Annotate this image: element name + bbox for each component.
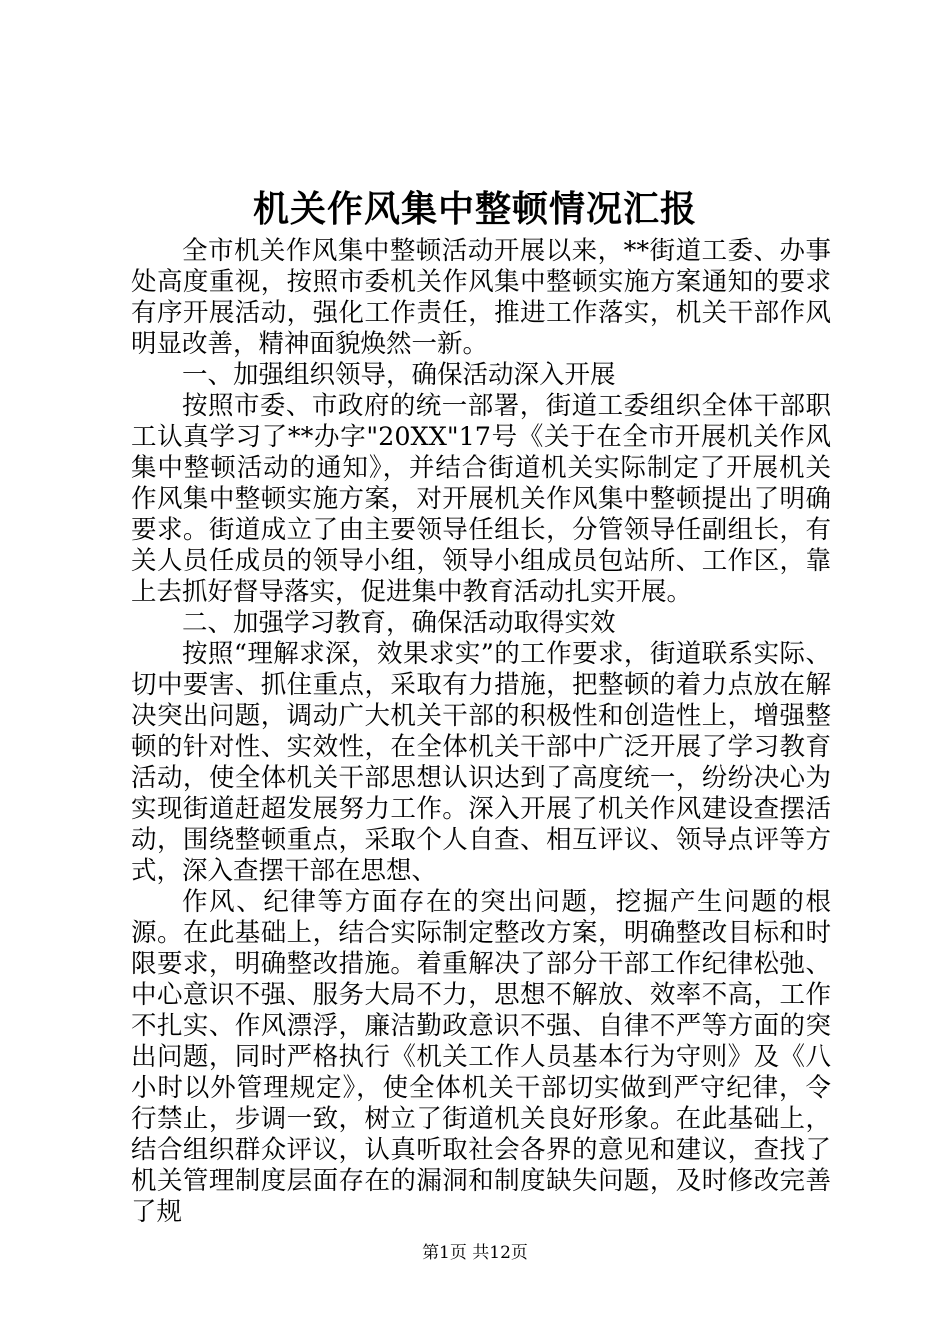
document-title: 机关作风集中整顿情况汇报 bbox=[252, 188, 697, 230]
paragraph-section-2: 按照“理解求深，效果求实”的工作要求，街道联系实际、切中要害、抓住重点，采取有力措施，把整顿的着力点放在解决突出问题，调动广大机关干部的积极性和创造性上，增强整顿的针对性、实效性，在全体机关干部中广泛开展了学习教育活动，使全体机关干部思想认识达到了高度统一，纷纷决心为实现街道赶超发展努力工作。深入开展了机关作风建设查摆活动，围绕整顿重点，采取个人自查、相互评议、领导点评等方式，深入查摆干部在思想、 bbox=[131, 639, 831, 886]
section-heading-1: 一、加强组织领导，确保活动深入开展 bbox=[182, 360, 616, 390]
paragraph-section-1: 按照市委、市政府的统一部署，街道工委组织全体干部职工认真学习了**办字"20XX"17号《关于在全市开展机关作风集中整顿活动的通知》，并结合街道机关实际制定了开展机关作风集中整顿实施方案，对开展机关作风集中整顿提出了明确要求。街道成立了由主要领导任组长，分管领导任副组长，有关人员任成员的领导小组，领导小组成员包站所、工作区，靠上去抓好督导落实，促进集中教育活动扎实开展。 bbox=[131, 391, 831, 607]
document-body bbox=[131, 236, 831, 1228]
page-number-footer: 第1页 共12页 bbox=[422, 1243, 528, 1263]
paragraph-intro: 全市机关作风集中整顿活动开展以来，**街道工委、办事处高度重视，按照市委机关作风集中整顿实施方案通知的要求有序开展活动，强化工作责任，推进工作落实，机关干部作风明显改善，精神面貌焕然一新。 bbox=[131, 236, 831, 359]
paragraph-section-2-continued: 作风、纪律等方面存在的突出问题，挖掘产生问题的根源。在此基础上，结合实际制定整改方案，明确整改目标和时限要求，明确整改措施。着重解决了部分干部工作纪律松弛、中心意识不强、服务大局不力，思想不解放、效率不高，工作不扎实、作风漂浮，廉洁勤政意识不强、自律不严等方面的突出问题，同时严格执行《机关工作人员基本行为守则》及《八小时以外管理规定》，使全体机关干部切实做到严守纪律，令行禁止，步调一致，树立了街道机关良好形象。在此基础上，结合组织群众评议，认真听取社会各界的意见和建议，查找了机关管理制度层面存在的漏洞和制度缺失问题，及时修改完善了规 bbox=[131, 887, 831, 1227]
section-heading-2: 二、加强学习教育，确保活动取得实效 bbox=[182, 608, 616, 638]
